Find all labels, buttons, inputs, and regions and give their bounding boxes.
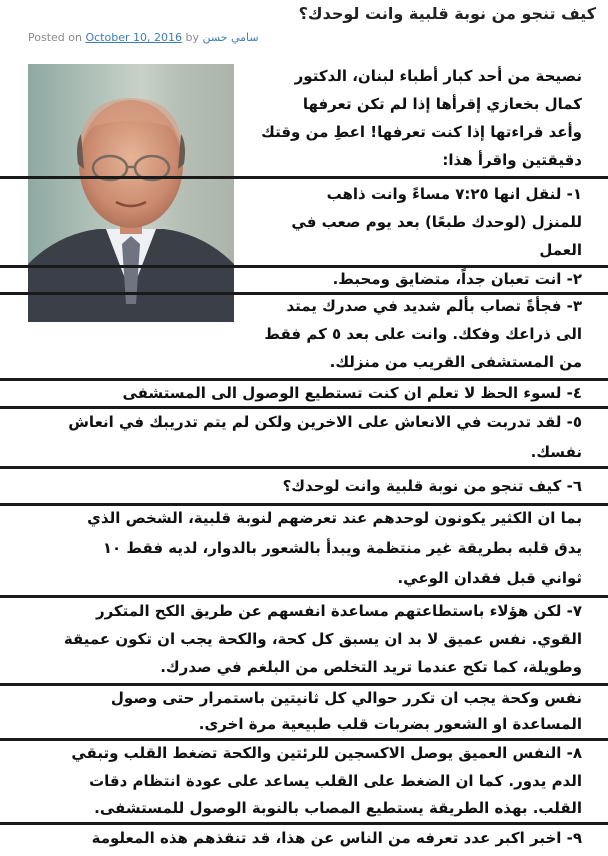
body-line: ٧- لكن هؤلاء باستطاعتهم مساعدة انفسهم عن طريق الكح المتكرر bbox=[95, 602, 582, 620]
body-line: ٥- لقد تدربت في الانعاش على الاخرين ولكن لم يتم تدريبك في انعاش bbox=[68, 413, 582, 431]
body-line: ٩- اخبر اكبر عدد تعرفه من الناس عن هذا، قد تنقذهم هذه المعلومة bbox=[91, 829, 582, 847]
body-line: بما ان الكثير يكونون لوحدهم عند تعرضهم لنوبة قلبية، الشخص الذي bbox=[87, 509, 582, 527]
post-date-link[interactable]: October 10, 2016 bbox=[85, 31, 182, 44]
body-line: ٨- النفس العميق يوصل الاكسجين للرئتين والكحة تضغط القلب وتبقي bbox=[71, 744, 582, 762]
body-line: للمنزل (لوحدك طبعًا) بعد يوم صعب في bbox=[291, 213, 582, 231]
body-line: من المستشفى القريب من منزلك. bbox=[329, 353, 582, 371]
body-line: نصيحة من أحد كبار أطباء لبنان، الدكتور bbox=[294, 67, 582, 85]
body-line: كمال بخعازي إقرأها إذا لم تكن تعرفها bbox=[302, 95, 582, 113]
body-line: القلب. بهذه الطريقة يستطيع المصاب بالنوبة الوصول للمستشفى. bbox=[94, 799, 582, 817]
body-line: ٢- انت تعبان جداً، متضايق ومحبط. bbox=[332, 270, 582, 288]
body-line: وأعد قراءتها إذا كنت تعرفها! اعطِ من وقتك bbox=[261, 123, 582, 141]
posted-on-label: Posted on bbox=[28, 31, 82, 44]
post-title[interactable]: كيف تنجو من نوبة قلبية وانت لوحدك؟ bbox=[298, 4, 596, 23]
paragraph-divider bbox=[0, 595, 608, 598]
paragraph-divider bbox=[0, 822, 608, 825]
by-label: by bbox=[185, 31, 199, 44]
post-header bbox=[0, 0, 608, 50]
doctor-photo bbox=[28, 64, 234, 322]
body-line: ثواني قبل فقدان الوعي. bbox=[397, 569, 582, 587]
paragraph-divider bbox=[0, 406, 608, 409]
body-line: يدق قلبه بطريقة غير منتظمة ويبدأ بالشعور بالدوار، لديه فقط ١٠ bbox=[102, 539, 582, 557]
author-link[interactable]: سامي حسن bbox=[202, 31, 259, 44]
paragraph-divider bbox=[0, 466, 608, 469]
body-line: نفس وكحة يجب ان تكرر حوالي كل ثانيتين باستمرار حتى وصول bbox=[110, 689, 582, 707]
body-line: وطويلة، كما تكح عندما تريد التخلص من البلغم في صدرك. bbox=[160, 658, 582, 676]
post-meta bbox=[28, 31, 259, 44]
body-line: المساعدة او الشعور بضربات قلب طبيعية مرة اخرى. bbox=[198, 715, 582, 733]
body-line: ٤- لسوء الحظ لا تعلم ان كنت تستطيع الوصول الى المستشفى bbox=[122, 384, 582, 402]
body-line: دقيقتين واقرأ هذا: bbox=[442, 151, 582, 169]
body-line: نفسك. bbox=[530, 443, 582, 461]
body-line: القوي. نفس عميق لا بد ان يسبق كل كحة، والكحة يجب ان تكون عميقة bbox=[63, 630, 582, 648]
body-line: ٣- فجأةً تصاب بألم شديد في صدرك يمتد bbox=[286, 297, 582, 315]
body-line: الى ذراعك وفكك. وانت على بعد ٥ كم فقط bbox=[264, 325, 582, 343]
body-line: ٦- كيف تنجو من نوبة قلبية وانت لوحدك؟ bbox=[282, 477, 582, 495]
body-line: الدم يدور. كما ان الضغط على القلب يساعد على عودة انتظام دقات bbox=[89, 772, 582, 790]
body-line: ١- لنقل انها ٧:٢٥ مساءً وانت ذاهب bbox=[326, 185, 582, 203]
person-photo-icon bbox=[28, 64, 234, 322]
body-line: العمل bbox=[539, 241, 582, 259]
